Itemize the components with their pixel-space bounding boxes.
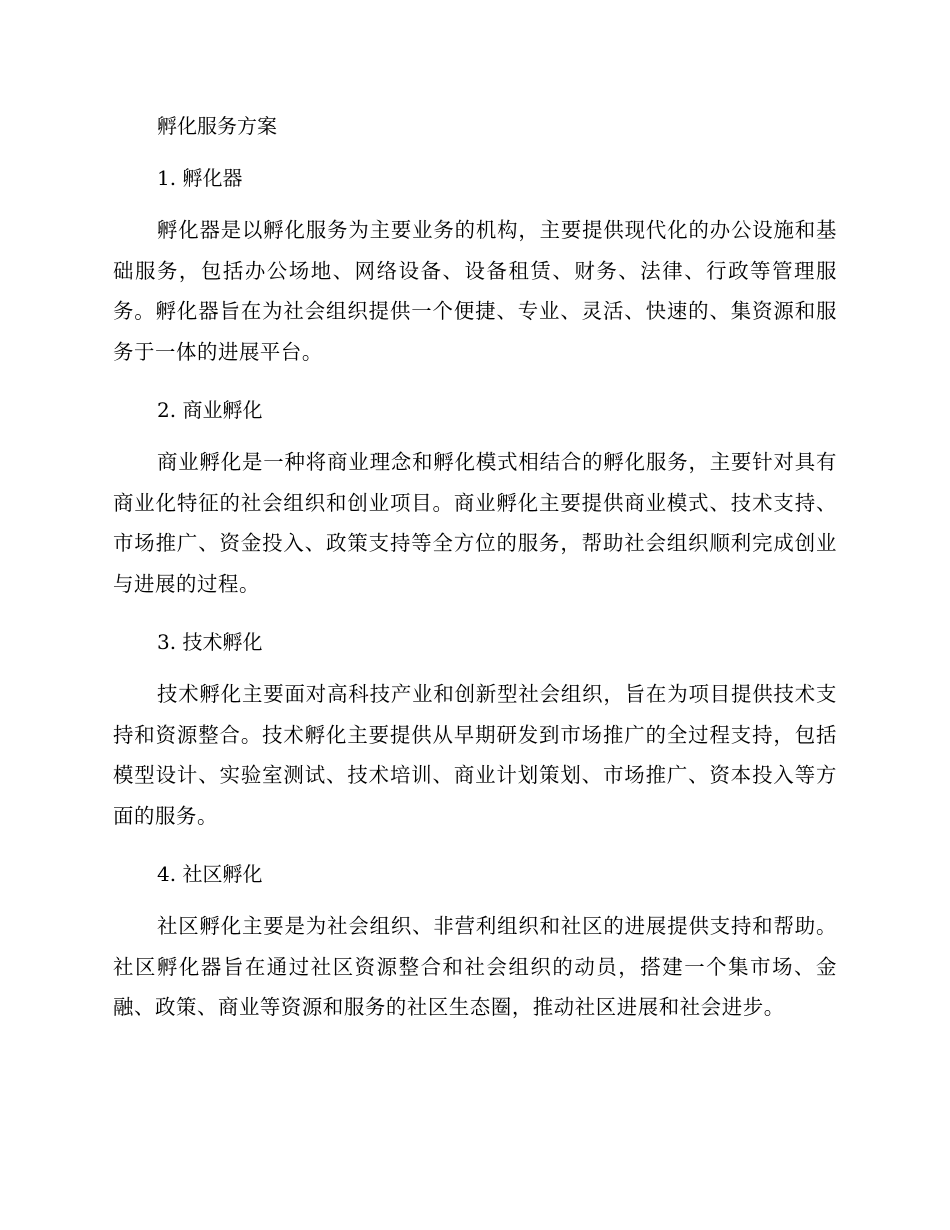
section-heading-business-incubation: 2. 商业孵化 [157,398,263,422]
section-heading-tech-incubation: 3. 技术孵化 [157,630,263,654]
section-heading-incubator: 1. 孵化器 [157,166,243,190]
section-heading-community-incubation: 4. 社区孵化 [157,862,263,886]
section-paragraph-incubator: 孵化器是以孵化服务为主要业务的机构，主要提供现代化的办公设施和基础服务，包括办公场地、网络设备、设备租赁、财务、法律、行政等管理服务。孵化器旨在为社会组织提供一个便捷、专业、灵活、快速的、集资源和服务于一体的进展平台。 [113,218,837,364]
document-body [113,108,837,1048]
section-paragraph-business-incubation: 商业孵化是一种将商业理念和孵化模式相结合的孵化服务，主要针对具有商业化特征的社会组织和创业项目。商业孵化主要提供商业模式、技术支持、市场推广、资金投入、政策支持等全方位的服务，帮助社会组织顺利完成创业与进展的过程。 [113,450,837,596]
section-paragraph-community-incubation: 社区孵化主要是为社会组织、非营利组织和社区的进展提供支持和帮助。社区孵化器旨在通过社区资源整合和社会组织的动员，搭建一个集市场、金融、政策、商业等资源和服务的社区生态圈，推动社区进展和社会进步。 [113,914,837,1019]
section-paragraph-tech-incubation: 技术孵化主要面对高科技产业和创新型社会组织，旨在为项目提供技术支持和资源整合。技术孵化主要提供从早期研发到市场推广的全过程支持，包括模型设计、实验室测试、技术培训、商业计划策划、市场推广、资本投入等方面的服务。 [113,682,837,828]
document-title: 孵化服务方案 [157,114,277,138]
